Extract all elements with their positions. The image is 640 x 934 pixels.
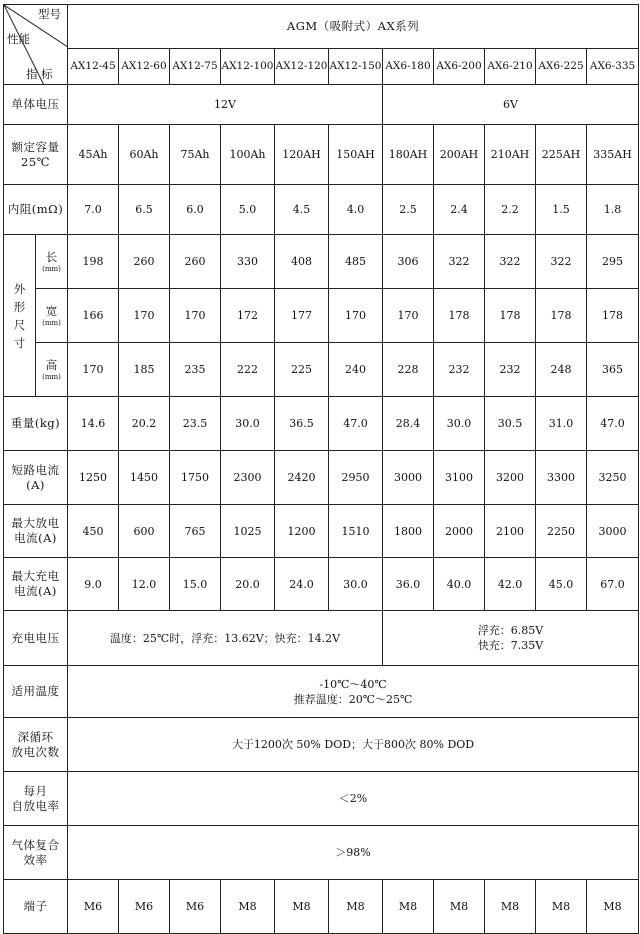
terminal-cell: M8 <box>329 880 383 934</box>
max-charge-cell: 45.0 <box>536 558 587 611</box>
height-cell: 185 <box>119 343 170 397</box>
length-cell: 485 <box>329 235 383 289</box>
max-charge-cell: 67.0 <box>587 558 639 611</box>
model-header: AX12-75 <box>170 49 221 85</box>
model-header: AX6-210 <box>485 49 536 85</box>
terminal-cell: M6 <box>68 880 119 934</box>
weight-cell: 47.0 <box>329 397 383 451</box>
model-header: AX6-225 <box>536 49 587 85</box>
max-discharge-cell: 1800 <box>383 505 434 558</box>
temperature-value <box>68 666 639 718</box>
capacity-cell: 180AH <box>383 125 434 185</box>
series-title: AGM（吸附式）AX系列 <box>68 5 639 49</box>
charge-voltage-12v: 温度：25℃时，浮充：13.62V；快充：14.2V <box>68 611 383 666</box>
length-cell: 330 <box>221 235 275 289</box>
capacity-cell: 60Ah <box>119 125 170 185</box>
capacity-cell: 210AH <box>485 125 536 185</box>
max-discharge-cell: 2100 <box>485 505 536 558</box>
row-label-weight: 重量(kg) <box>4 397 68 451</box>
max-charge-cell: 15.0 <box>170 558 221 611</box>
recombination-label-line1: 气体复合 <box>11 837 60 852</box>
sub-label-height <box>36 343 68 397</box>
max-discharge-label-line2: 电流(A) <box>14 531 57 545</box>
terminal-cell: M8 <box>275 880 329 934</box>
length-cell: 322 <box>536 235 587 289</box>
model-header: AX6-180 <box>383 49 434 85</box>
terminal-cell: M8 <box>434 880 485 934</box>
weight-cell: 23.5 <box>170 397 221 451</box>
short-circuit-label-line1: 短路电流 <box>11 462 60 477</box>
height-cell: 232 <box>485 343 536 397</box>
max-discharge-cell: 1025 <box>221 505 275 558</box>
short-circuit-cell: 3000 <box>383 451 434 505</box>
short-circuit-label-line2: (A) <box>26 477 45 492</box>
resistance-cell: 2.5 <box>383 185 434 235</box>
row-label-temperature: 适用温度 <box>4 666 68 718</box>
weight-cell: 20.2 <box>119 397 170 451</box>
cycles-value: 大于1200次 50% DOD；大于800次 80% DOD <box>68 718 639 772</box>
weight-cell: 36.5 <box>275 397 329 451</box>
capacity-cell: 45Ah <box>68 125 119 185</box>
weight-cell: 14.6 <box>68 397 119 451</box>
max-charge-cell: 9.0 <box>68 558 119 611</box>
max-discharge-cell: 2250 <box>536 505 587 558</box>
short-circuit-cell: 1750 <box>170 451 221 505</box>
row-label-dimensions <box>4 235 36 397</box>
terminal-cell: M8 <box>485 880 536 934</box>
capacity-cell: 150AH <box>329 125 383 185</box>
height-cell: 222 <box>221 343 275 397</box>
voltage-6v: 6V <box>383 85 639 125</box>
header-corner-cell <box>4 5 68 85</box>
spec-table <box>3 4 639 934</box>
short-circuit-cell: 2950 <box>329 451 383 505</box>
height-cell: 235 <box>170 343 221 397</box>
width-cell: 170 <box>119 289 170 343</box>
length-cell: 322 <box>434 235 485 289</box>
max-charge-label-line1: 最大充电 <box>11 569 60 583</box>
temperature-recommended: 推荐温度：20℃～25℃ <box>293 692 413 706</box>
max-discharge-cell: 450 <box>68 505 119 558</box>
model-header: AX6-200 <box>434 49 485 85</box>
sub-label-width <box>36 289 68 343</box>
recombination-label-line2: 效率 <box>23 852 48 867</box>
self-discharge-label-line2: 自放电率 <box>11 798 60 813</box>
height-cell: 225 <box>275 343 329 397</box>
unit-mm: (mm) <box>42 264 61 273</box>
terminal-cell: M6 <box>170 880 221 934</box>
corner-label-index: 指 标 <box>26 67 53 81</box>
corner-label-performance: 性能 <box>7 32 30 46</box>
height-label: 高 <box>45 357 58 372</box>
row-label-voltage: 单体电压 <box>4 85 68 125</box>
weight-cell: 30.5 <box>485 397 536 451</box>
max-discharge-cell: 2000 <box>434 505 485 558</box>
resistance-cell: 4.5 <box>275 185 329 235</box>
width-label: 宽 <box>45 303 58 318</box>
dim-label-char: 外 <box>13 281 26 296</box>
model-header: AX12-100 <box>221 49 275 85</box>
max-discharge-cell: 1200 <box>275 505 329 558</box>
length-cell: 322 <box>485 235 536 289</box>
self-discharge-label-line1: 每月 <box>23 783 48 798</box>
height-cell: 365 <box>587 343 639 397</box>
model-header: AX12-45 <box>68 49 119 85</box>
resistance-cell: 7.0 <box>68 185 119 235</box>
corner-label-model: 型号 <box>38 7 61 21</box>
height-cell: 170 <box>68 343 119 397</box>
max-discharge-cell: 765 <box>170 505 221 558</box>
row-label-recombination <box>4 826 68 880</box>
length-label: 长 <box>45 249 58 264</box>
length-cell: 260 <box>119 235 170 289</box>
length-cell: 306 <box>383 235 434 289</box>
height-cell: 232 <box>434 343 485 397</box>
resistance-cell: 4.0 <box>329 185 383 235</box>
max-charge-cell: 20.0 <box>221 558 275 611</box>
resistance-cell: 5.0 <box>221 185 275 235</box>
max-discharge-cell: 600 <box>119 505 170 558</box>
resistance-cell: 6.5 <box>119 185 170 235</box>
max-charge-cell: 12.0 <box>119 558 170 611</box>
width-cell: 166 <box>68 289 119 343</box>
terminal-cell: M6 <box>119 880 170 934</box>
height-cell: 248 <box>536 343 587 397</box>
height-cell: 240 <box>329 343 383 397</box>
short-circuit-cell: 2420 <box>275 451 329 505</box>
max-discharge-label-line1: 最大放电 <box>11 516 60 530</box>
short-circuit-cell: 3200 <box>485 451 536 505</box>
model-header: AX12-60 <box>119 49 170 85</box>
capacity-label-line2: 25℃ <box>21 154 50 169</box>
recombination-value: ＞98% <box>68 826 639 880</box>
weight-cell: 30.0 <box>434 397 485 451</box>
cycles-label-line2: 放电次数 <box>11 744 60 759</box>
width-cell: 178 <box>587 289 639 343</box>
resistance-cell: 2.4 <box>434 185 485 235</box>
weight-cell: 30.0 <box>221 397 275 451</box>
terminal-cell: M8 <box>536 880 587 934</box>
model-header: AX12-150 <box>329 49 383 85</box>
row-label-capacity <box>4 125 68 185</box>
sub-label-length <box>36 235 68 289</box>
capacity-cell: 100Ah <box>221 125 275 185</box>
capacity-cell: 200AH <box>434 125 485 185</box>
resistance-cell: 1.5 <box>536 185 587 235</box>
row-label-short-circuit <box>4 451 68 505</box>
width-cell: 178 <box>536 289 587 343</box>
capacity-cell: 120AH <box>275 125 329 185</box>
length-cell: 198 <box>68 235 119 289</box>
row-label-cycles <box>4 718 68 772</box>
short-circuit-cell: 3250 <box>587 451 639 505</box>
max-charge-label-line2: 电流(A) <box>14 584 57 598</box>
length-cell: 408 <box>275 235 329 289</box>
width-cell: 170 <box>329 289 383 343</box>
model-header: AX6-335 <box>587 49 639 85</box>
max-charge-cell: 40.0 <box>434 558 485 611</box>
max-charge-cell: 30.0 <box>329 558 383 611</box>
terminal-cell: M8 <box>383 880 434 934</box>
row-label-max-charge <box>4 558 68 611</box>
capacity-label-line1: 额定容量 <box>11 139 60 154</box>
cycles-label-line1: 深循环 <box>17 729 54 744</box>
short-circuit-cell: 1450 <box>119 451 170 505</box>
max-discharge-cell: 3000 <box>587 505 639 558</box>
max-discharge-cell: 1510 <box>329 505 383 558</box>
height-cell: 228 <box>383 343 434 397</box>
short-circuit-cell: 3100 <box>434 451 485 505</box>
resistance-cell: 2.2 <box>485 185 536 235</box>
terminal-cell: M8 <box>587 880 639 934</box>
row-label-terminal: 端子 <box>4 880 68 934</box>
row-label-max-discharge <box>4 505 68 558</box>
charge-voltage-6v-float: 浮充：6.85V <box>477 624 544 637</box>
charge-voltage-6v-fast: 快充：7.35V <box>477 639 544 652</box>
charge-voltage-6v <box>383 611 639 666</box>
max-charge-cell: 24.0 <box>275 558 329 611</box>
width-cell: 178 <box>485 289 536 343</box>
width-cell: 170 <box>170 289 221 343</box>
capacity-cell: 225AH <box>536 125 587 185</box>
length-cell: 260 <box>170 235 221 289</box>
weight-cell: 47.0 <box>587 397 639 451</box>
self-discharge-value: ＜2% <box>68 772 639 826</box>
row-label-charge-voltage: 充电电压 <box>4 611 68 666</box>
row-label-resistance: 内阻(mΩ) <box>4 185 68 235</box>
terminal-cell: M8 <box>221 880 275 934</box>
resistance-cell: 1.8 <box>587 185 639 235</box>
unit-mm: (mm) <box>42 318 61 327</box>
unit-mm: (mm) <box>42 372 61 381</box>
weight-cell: 28.4 <box>383 397 434 451</box>
width-cell: 177 <box>275 289 329 343</box>
short-circuit-cell: 3300 <box>536 451 587 505</box>
width-cell: 178 <box>434 289 485 343</box>
temperature-range: -10℃～40℃ <box>319 677 387 691</box>
length-cell: 295 <box>587 235 639 289</box>
dim-label-char: 尺 <box>13 317 26 332</box>
voltage-12v: 12V <box>68 85 383 125</box>
weight-cell: 31.0 <box>536 397 587 451</box>
resistance-cell: 6.0 <box>170 185 221 235</box>
row-label-self-discharge <box>4 772 68 826</box>
short-circuit-cell: 2300 <box>221 451 275 505</box>
max-charge-cell: 36.0 <box>383 558 434 611</box>
width-cell: 170 <box>383 289 434 343</box>
model-header: AX12-120 <box>275 49 329 85</box>
dim-label-char: 寸 <box>13 335 26 350</box>
short-circuit-cell: 1250 <box>68 451 119 505</box>
width-cell: 172 <box>221 289 275 343</box>
max-charge-cell: 42.0 <box>485 558 536 611</box>
capacity-cell: 335AH <box>587 125 639 185</box>
capacity-cell: 75Ah <box>170 125 221 185</box>
dim-label-char: 形 <box>13 299 26 314</box>
